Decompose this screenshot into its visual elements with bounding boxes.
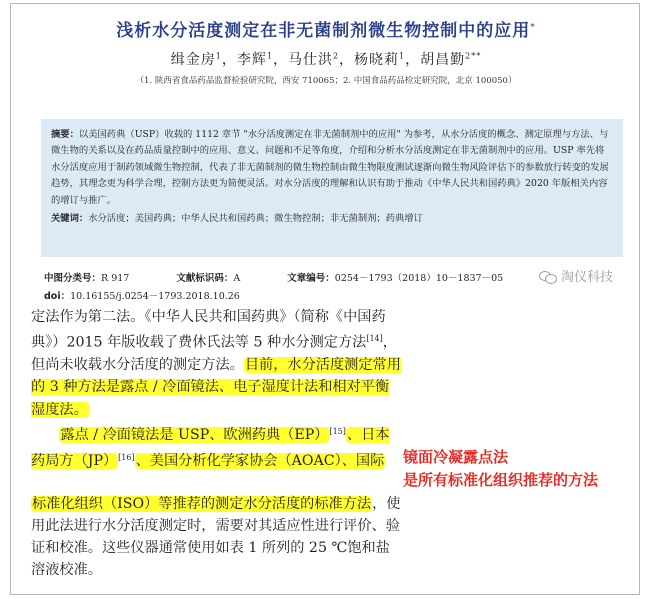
citation-ref: [14] (366, 334, 383, 344)
annotation-line: 镜面冷凝露点法 (403, 448, 509, 466)
abstract-box (41, 119, 623, 257)
doi-row (44, 288, 240, 302)
paragraph (31, 421, 401, 473)
clc-label: 中图分类号： (44, 273, 102, 284)
title-text: 浅析水分活度测定在非无菌制剂微生物控制中的应用 (116, 21, 531, 41)
keywords-text: 水分活度；美国药典；中华人民共和国药典；微生物控制；非无菌制剂；药典增订 (88, 213, 423, 225)
keywords (51, 211, 613, 227)
highlighted-text: 目前，水分活度测定常用的 3 种方法是露点 / 冷面镜法、电子湿度计法和相对平衡湿度法。 (31, 357, 401, 418)
highlighted-text: 露点 / 冷面镜法是 USP、欧洲药典（EP） (60, 427, 329, 444)
author-affil-mark: 2** (465, 51, 482, 61)
doc-code-label: 文献标识码： (176, 273, 234, 284)
author: 马仕洪 (287, 52, 333, 68)
paragraph (31, 493, 401, 582)
annotation-line: 是所有标准化组织推荐的方法 (403, 471, 599, 489)
author: 缉金房 (170, 52, 216, 68)
paper-page (10, 3, 640, 595)
watermark (539, 266, 613, 285)
highlighted-text: 、美国分析化学家协会（AOAC）、国际 (135, 453, 385, 470)
body-span: ，但尚未收载水分活度的测定方法。 (31, 334, 397, 374)
wechat-icon (539, 269, 557, 283)
paragraph (31, 306, 401, 421)
author: 胡昌勤 (420, 52, 466, 68)
abstract-text: 以美国药典（USP）收载的 1112 章节 "水分活度测定在非无菌制剂中的应用" 为参考，从水分活度的概念、测定原理与方法、与微生物的关系以及在药品质量控制中的应用、意义、问题和不足等角度，介绍和分析水分活度测定在非无菌制剂中的应用。USP 率先将水分活度应用于制药领域微生物控制，代表了非无菌制剂的微生物控制由微生物限度测试逐渐向微生物风险评估下的参数放行转变的发展趋势，其理念更为科学合理，控制方法更为简便灵活。对水分活度的理解和认识有助于推动《中华人民共和国药典》2020 年版相关内容的增订与推广。 (51, 129, 609, 206)
doc-code-value: A (233, 273, 241, 284)
spacer (31, 473, 401, 493)
highlighted-text: 、日本药局方（JP） (31, 427, 390, 470)
author-affil-mark: 1 (399, 51, 406, 61)
article-no-label: 文章编号： (287, 273, 335, 284)
keywords-label: 关键词： (51, 213, 89, 225)
classification-row (44, 270, 547, 284)
citation-ref: [15] (329, 426, 346, 436)
watermark-text: 淘仪科技 (561, 270, 614, 285)
article-no-value: 0254－1793（2018）10－1837－05 (334, 273, 504, 284)
author-list: 缉金房$^1$，李辉$^1$，马仕洪$^2$，杨晓莉$^1$，胡昌勤$^{2**}$ (170, 51, 482, 68)
paper-title (11, 16, 641, 41)
abstract (51, 127, 613, 209)
doi-label: doi： (44, 291, 71, 302)
highlighted-text: 标准化组织（ISO）等推荐的测定水分活度的标准方法 (32, 495, 372, 512)
author: 杨晓莉 (354, 52, 400, 68)
doi-value: 10.16155/j.0254－1793.2018.10.26 (70, 291, 240, 302)
body-span: 定法作为第二法。《中华人民共和国药典》（简称《中国药典》）2015 年版收载了费休氏法等 5 种水分测定方法 (31, 309, 386, 351)
title-footnote-mark: * (530, 22, 536, 33)
abstract-label: 摘要： (51, 129, 79, 140)
red-annotation (403, 446, 643, 492)
clc-value: R 917 (101, 273, 130, 284)
body-text (31, 306, 401, 581)
body-span: ，使用此法进行水分活度测定时，需要对其适应性进行评价、验证和校准。这些仪器通常使用如表 1 所列的 25 ℃饱和盐溶液校准。 (31, 495, 401, 579)
author: 李辉 (236, 52, 267, 68)
citation-ref: [16] (118, 452, 135, 462)
author-affil-mark: 2 (332, 51, 340, 61)
affiliation: （1. 陕西省食品药品监督检验研究院，西安 710065；2. 中国食品药品检定研究院，北京 100050） (135, 76, 517, 86)
author-affil-mark: 1 (266, 51, 273, 61)
author-affil-mark: 1 (215, 51, 222, 61)
